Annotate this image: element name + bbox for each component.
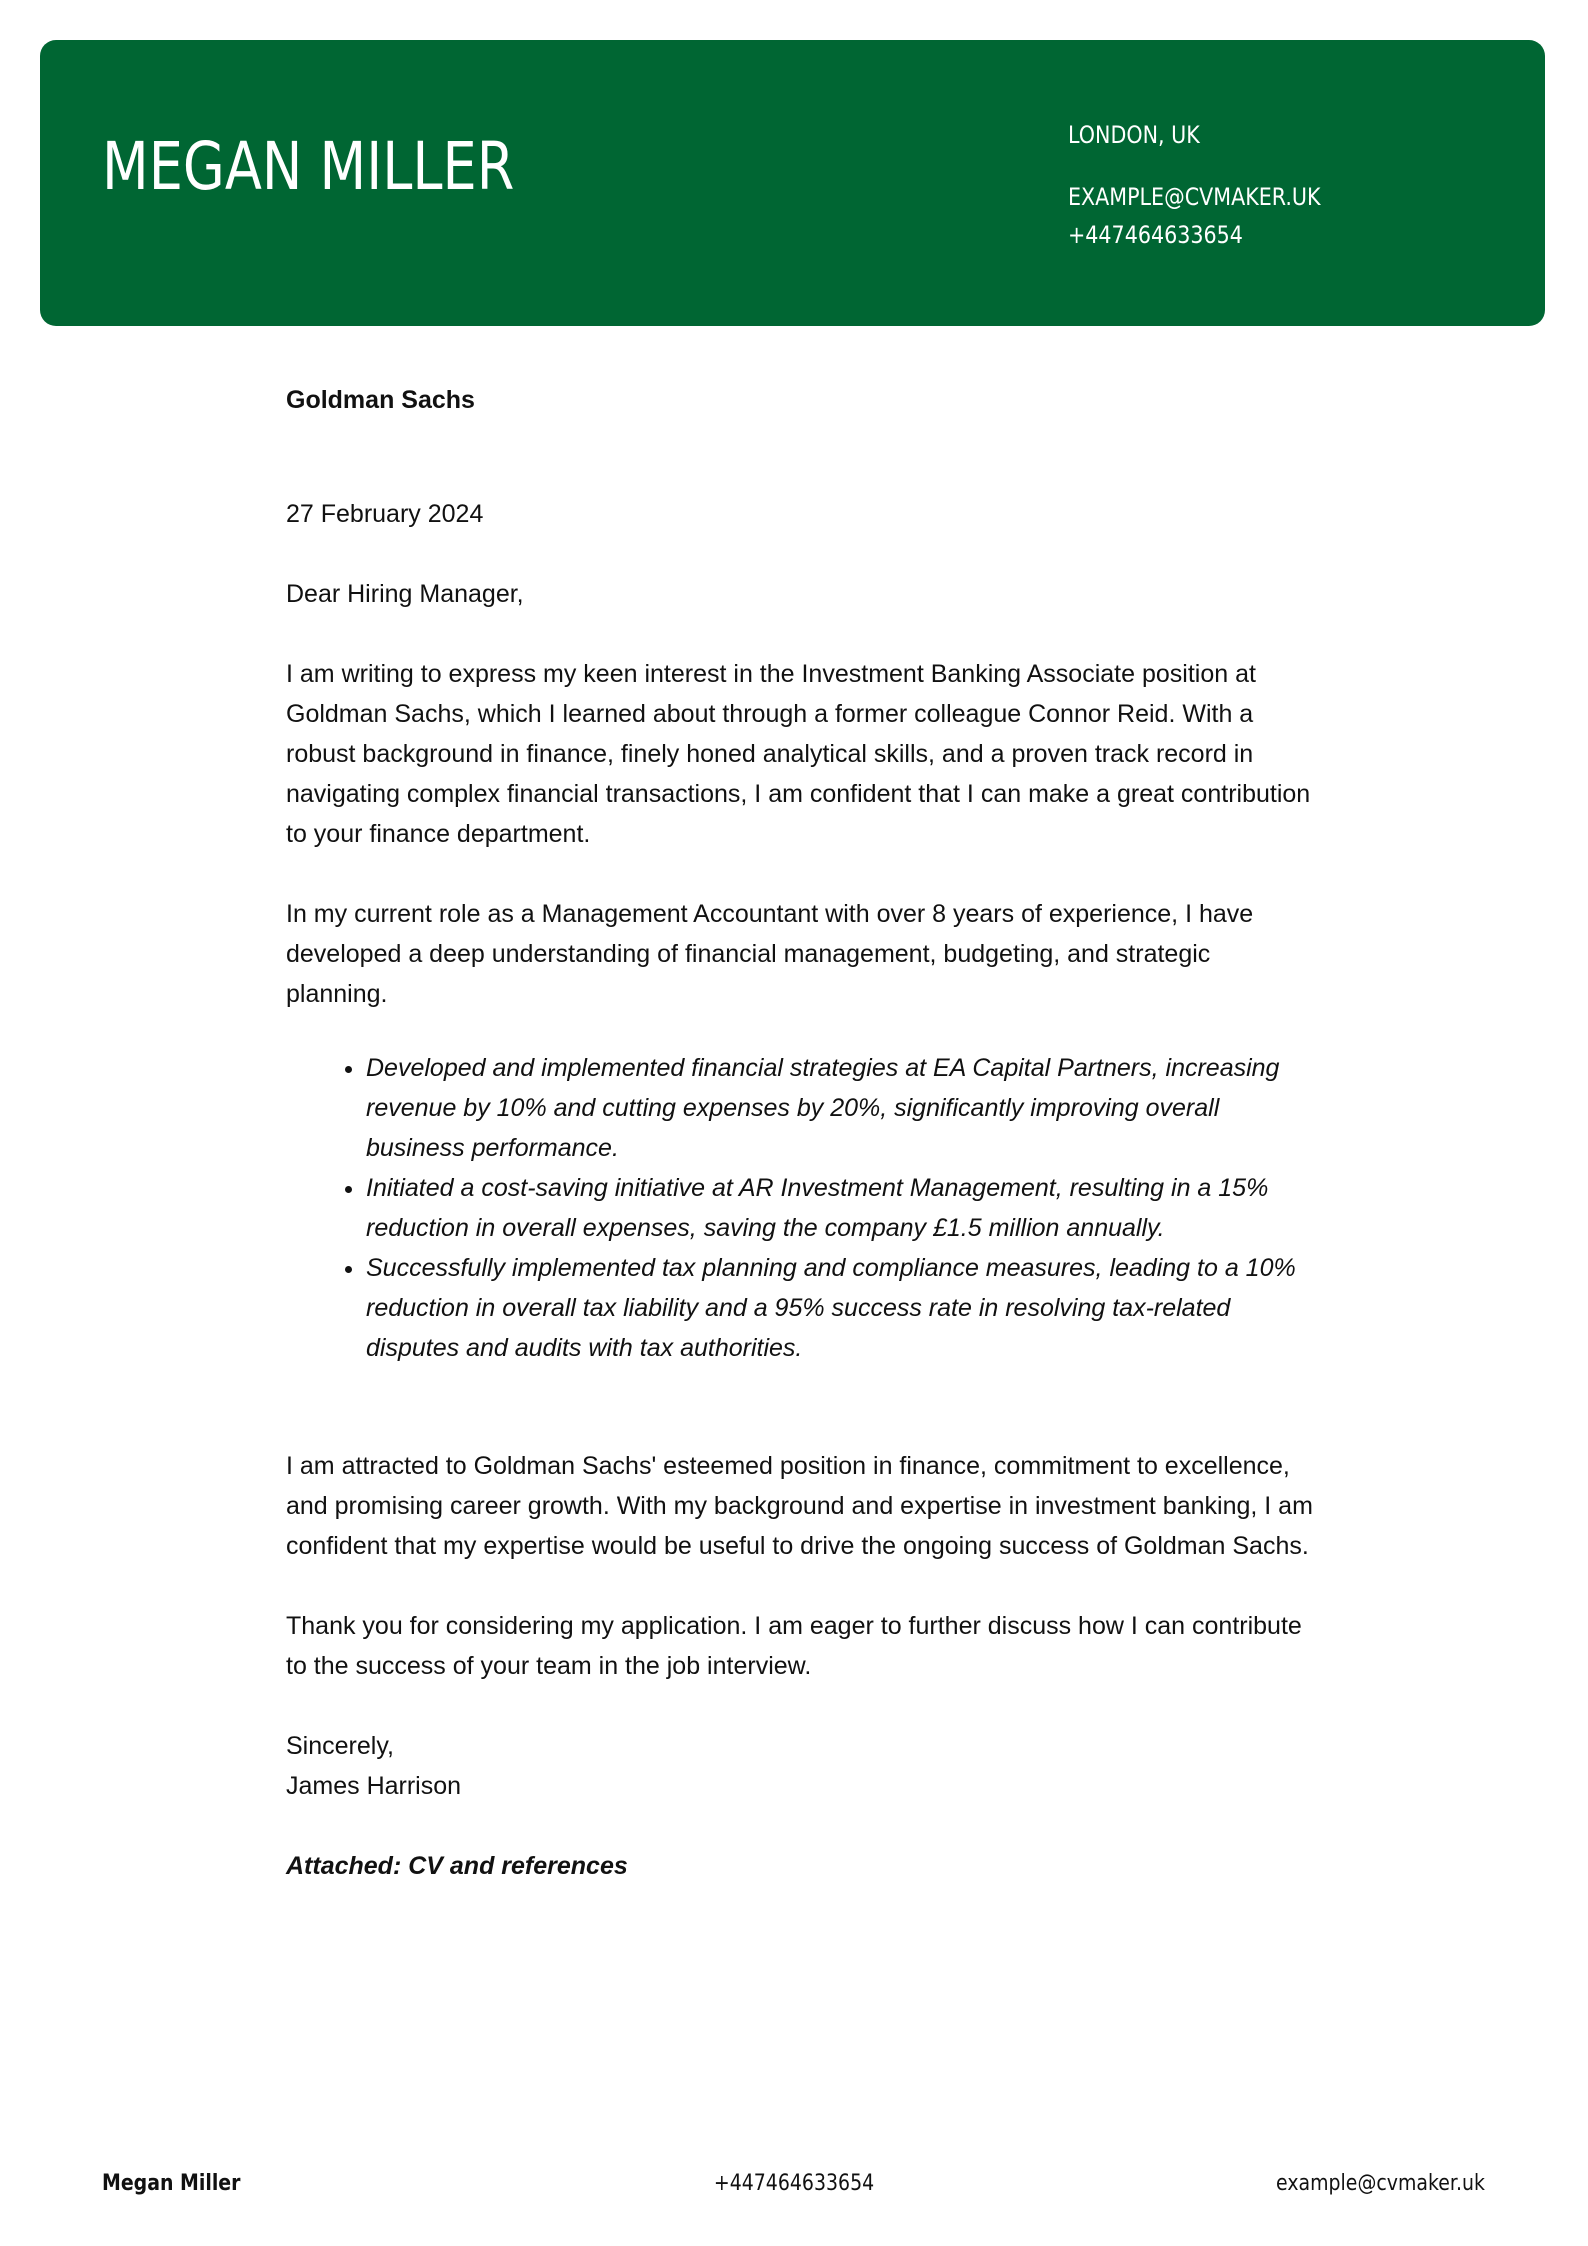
achievements-list [286, 1048, 1316, 1368]
recipient: Goldman Sachs [286, 386, 475, 414]
location: LONDON, UK [1068, 121, 1200, 149]
list-item: • Initiated a cost-saving initiative at AR Investment Management, resulting in a 15% reduction in overall expenses, saving the company £1.5 million annually. [366, 1168, 1316, 1248]
thanks-paragraph: Thank you for considering my application. I am eager to further discuss how I can contribute to the success of your team in the job interview. [286, 1612, 1302, 1680]
letter-date: 27 February 2024 [286, 500, 484, 528]
list-item: • Developed and implemented financial strategies at EA Capital Partners, increasing revenue by 10% and cutting expenses by 20%, significantly improving overall business performance. [366, 1048, 1316, 1168]
phone: +447464633654 [1068, 221, 1243, 249]
letter-body [286, 380, 1316, 1886]
email: EXAMPLE@CVMAKER.UK [1068, 183, 1321, 211]
footer-phone: +447464633654 [713, 2171, 875, 2196]
attachments-note: Attached: CV and references [286, 1852, 628, 1880]
footer [0, 2166, 1588, 2202]
signature-name: James Harrison [286, 1772, 462, 1800]
applicant-name: MEGAN MILLER [102, 128, 515, 205]
signoff-block [286, 1726, 1316, 1806]
header-contact-block [1068, 116, 1321, 254]
intro-paragraph: I am writing to express my keen interest in the Investment Banking Associate position at Goldman Sachs, which I learned about through a former colleague Connor Reid. With a robust background in finance, finely honed analytical skills, and a proven track record in navigating complex financial transactions, I am confident that I can make a great contribution to your finance department. [286, 660, 1311, 848]
motivation-paragraph: I am attracted to Goldman Sachs' esteemed position in finance, commitment to excellence, and promising career growth. With my background and expertise in investment banking, I am confident that my expertise would be useful to drive the ongoing success of Goldman Sachs. [286, 1452, 1313, 1560]
salutation: Dear Hiring Manager, [286, 580, 524, 608]
signoff: Sincerely, [286, 1732, 394, 1760]
current-role-paragraph: In my current role as a Management Accountant with over 8 years of experience, I have developed a deep understanding of financial management, budgeting, and strategic planning. [286, 900, 1254, 1008]
header-banner [40, 40, 1545, 326]
footer-email: example@cvmaker.uk [1276, 2171, 1485, 2196]
list-item: • Successfully implemented tax planning and compliance measures, leading to a 10% reduction in overall tax liability and a 95% success rate in resolving tax-related disputes and audits with tax authorities. [366, 1248, 1316, 1368]
footer-name: Megan Miller [102, 2171, 241, 2196]
